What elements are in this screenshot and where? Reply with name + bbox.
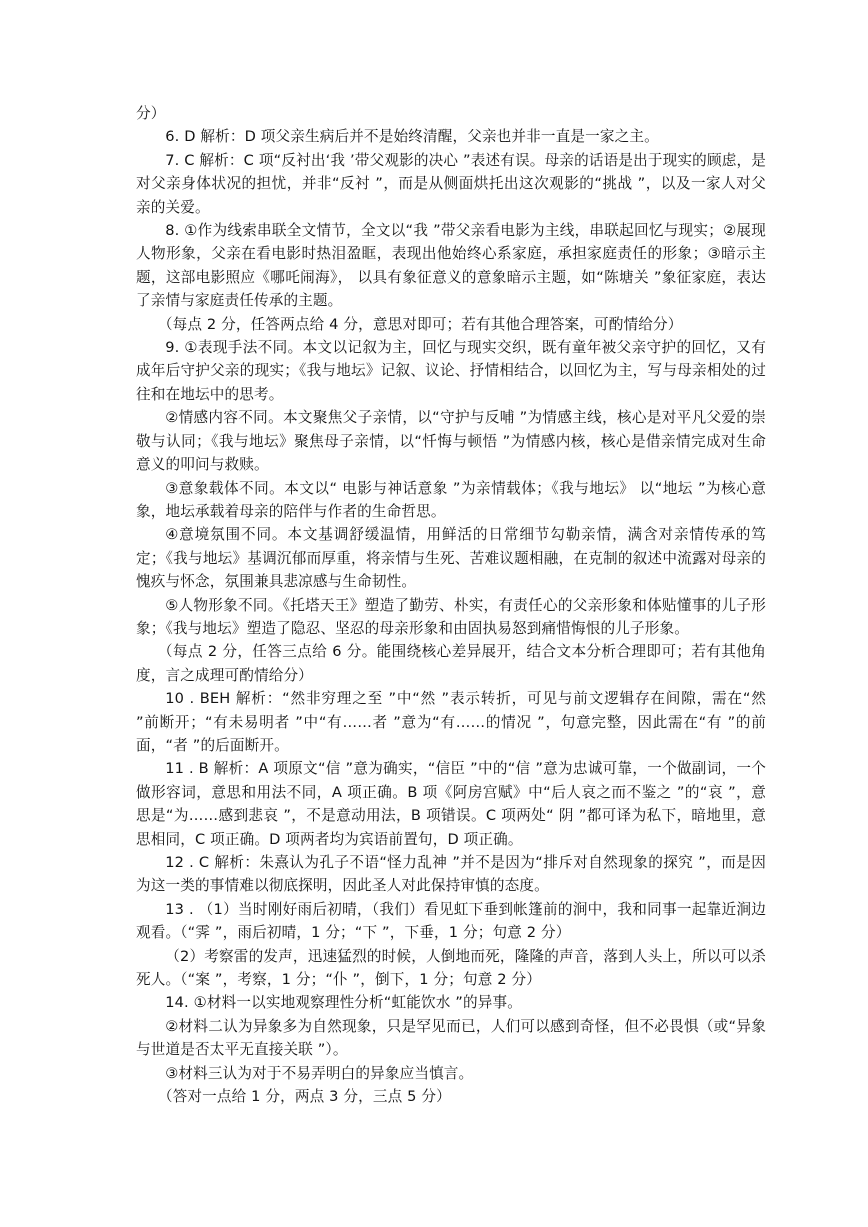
answer-11: 11 . B 解析：A 项原文“信 ”意为确实，“信臣 ”中的“信 ”意为忠诚可靠，一个做副词，一个做形容词，意思和用法不同，A 项正确。B 项《阿房宫赋》中“后人哀之而不鉴之 ”的“哀 ”，意思是“为……感到悲哀 ”，不是意动用法，B 项错误。C 项两处“ 阴 ”都可译为私下，暗地里，意思相同，C 项正确。D 项两者均为宾语前置句，D 项正确。	[136, 760, 766, 848]
paragraph-continuation: 分）	[136, 105, 166, 122]
answer-8: 8. ①作为线索串联全文情节，全文以“我 ”带父亲看电影为主线，串联起回忆与现实；②展现人物形象，父亲在看电影时热泪盈眶，表现出他始终心系家庭，承担家庭责任的形象；③暗示主题，这部电影照应《哪吒闹海》， 以具有象征意义的意象暗示主题，如“陈塘关 ”象征家庭，表达了亲情与家庭责任传承的主题。	[136, 222, 766, 310]
answer-9-point-4: ④意境氛围不同。本文基调舒缓温情，用鲜活的日常细节勾勒亲情，满含对亲情传承的笃定；《我与地坛》基调沉郁而厚重，将亲情与生死、苦难议题相融，在克制的叙述中流露对母亲的愧疚与怀念，氛围兼具悲凉感与生命韧性。	[136, 526, 766, 591]
answer-6: 6. D 解析：D 项父亲生病后并不是始终清醒，父亲也并非一直是一家之主。	[165, 128, 659, 146]
answer-7: 7. C 解析：C 项“反衬出‘我 ’带父观影的决心 ”表述有误。母亲的话语是出于现实的顾虑，是对父亲身体状况的担忧，并非“反衬 ”，而是从侧面烘托出这次观影的“挑战 ”，以及一家人对父亲的关爱。	[136, 151, 766, 216]
answer-14-point-2: ②材料二认为异象多为自然现象，只是罕见而已，人们可以感到奇怪，但不必畏惧（或“异象与世道是否太平无直接关联 ”）。	[136, 1017, 766, 1059]
answer-9-scoring: （每点 2 分，任答三点给 6 分。能围绕核心差异展开，结合文本分析合理即可；若有其他角度，言之成理可酌情给分）	[136, 643, 766, 684]
answer-12: 12 . C 解析：朱熹认为孔子不语“怪力乱神 ”并不是因为“排斥对自然现象的探究 ”，而是因为这一类的事情难以彻底探明，因此圣人对此保持审慎的态度。	[136, 854, 766, 895]
answer-9-point-5: ⑤人物形象不同。《托塔天王》塑造了勤劳、朴实，有责任心的父亲形象和体贴懂事的儿子形象；《我与地坛》塑造了隐忍、坚忍的母亲形象和由固执易怒到痛惜悔恨的儿子形象。	[136, 596, 766, 637]
answer-14-point-1: 14. ①材料一以实地观察理性分析“虹能饮水 ”的异事。	[165, 994, 522, 1012]
answer-14-scoring: （答对一点给 1 分，两点 3 分，三点 5 分）	[157, 1088, 451, 1106]
answer-14-point-3: ③材料三认为对于不易弄明白的异象应当慎言。	[165, 1064, 474, 1082]
answer-10: 10 . BEH 解析：“然非穷理之至 ”中“然 ”表示转折，可见与前文逻辑存在间隙，需在“然 ”前断开；“有未易明者 ”中“有……者 ”意为“有……的情况 ”，句意完整，因此需在“有 ”的前面，“者 ”的后面断开。	[136, 690, 766, 754]
answer-9-point-3: ③意象载体不同。本文以“ 电影与神话意象 ”为亲情载体；《我与地坛》 以“地坛 ”为核心意象，地坛承载着母亲的陪伴与作者的生命哲思。	[136, 479, 766, 520]
answer-8-scoring: （每点 2 分，任答两点给 4 分，意思对即可；若有其他合理答案，可酌情给分）	[157, 315, 683, 333]
answer-13-part-1: 13 . （1）当时刚好雨后初晴，（我们）看见虹下垂到帐篷前的涧中，我和同事一起靠近涧边观看。（“霁 ”，雨后初晴，1 分；“下 ”，下垂，1 分；句意 2 分）	[136, 900, 766, 942]
answer-9-point-2: ②情感内容不同。本文聚焦父子亲情，以“守护与反哺 ”为情感主线，核心是对平凡父爱的崇敬与认同；《我与地坛》聚焦母子亲情，以“忏悔与顿悟 ”为情感内核，核心是借亲情完成对生命意义的叩问与救赎。	[136, 409, 766, 474]
answer-13-part-2: （2）考察雷的发声，迅速猛烈的时候，人倒地而死，隆隆的声音，落到人头上，所以可以杀死人。（“案 ”，考察，1 分；“仆 ”，倒下，1 分；句意 2 分）	[136, 947, 766, 989]
answer-key-page	[136, 102, 766, 1108]
answer-9-point-1: 9. ①表现手法不同。本文以记叙为主，回忆与现实交织，既有童年被父亲守护的回忆，又有成年后守护父亲的现实；《我与地坛》记叙、议论、抒情相结合，以回忆为主，写与母亲相处的过往和在地坛中的思考。	[136, 339, 766, 403]
